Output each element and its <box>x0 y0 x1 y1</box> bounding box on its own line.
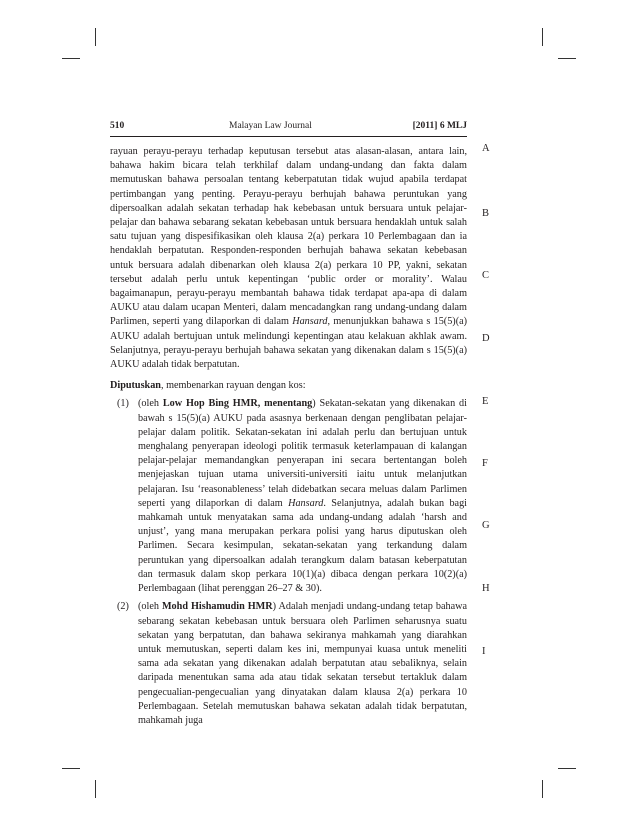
margin-letter-h: H <box>482 583 490 594</box>
header-rule <box>110 136 467 137</box>
margin-letter-e: E <box>482 396 489 407</box>
hansard-ref: Hansard <box>288 497 324 509</box>
decision-label: Diputuskan <box>110 380 161 392</box>
page-number: 510 <box>110 121 125 131</box>
margin-letter-c: C <box>482 270 490 281</box>
crop-mark <box>558 58 576 59</box>
holding-text: ) Adalah menjadi undang-undang tetap bahawa sebarang sekatan kebebasan untuk bersuara oleh Parlimen seharusnya suatu sekatan yang berpatutan, dan bahawa sekiranya mahkamah yang diarahkan untuk memutuskan, seperti dalam kes ini, mempunyai kuasa untuk meneliti sama ada sekatan yang dikenakan adalah berpatutan atau sebaliknya, selain daripada menentukan sama ada atau tidak sekatan tersebut tertakluk dalam pengecualian-pengecualian yang dinyatakan dalam klausa 2(a) perkara 10 Perlembagaan. Setelah memutuskan bahawa sekatan adalah tidak berpatutan, mahkamah juga <box>138 601 467 726</box>
holding-text: (oleh <box>138 601 162 613</box>
crop-mark <box>62 768 80 769</box>
journal-title: Malayan Law Journal <box>229 121 312 131</box>
holding-text: (oleh <box>138 398 163 410</box>
margin-letter-i: I <box>482 646 486 657</box>
decision-line <box>110 379 467 393</box>
holding-1 <box>110 397 467 596</box>
report-citation: [2011] 6 MLJ <box>412 121 467 131</box>
judge-name: Mohd Hishamudin HMR <box>161 601 273 613</box>
holding-number: (2) <box>117 601 129 613</box>
paragraph-text: , menunjukkan bahawa s 15(5)(a) AUKU adalah bertujuan untuk melindungi kepentingan atau kelakuan akhlak awam. Selanjutnya, perayu-perayu berhujah bahawa sekatan yang dikenakan dalam s 15(5)(a) AUKU adalah tidak berpatutan. <box>110 316 467 371</box>
running-header <box>110 121 467 137</box>
decision-text: , membenarkan rayuan dengan kos: <box>160 380 306 392</box>
margin-letter-g: G <box>482 520 490 531</box>
holding-text: . Selanjutnya, adalah bukan bagi mahkamah untuk menyatakan sama ada undang-undang adalah ‘harsh and unjust’, yang mana merupakan perkara polisi yang harus diputuskan oleh Parlimen. Secara kesimpulan, sekatan-sekatan yang terkandung dalam peruntukan yang dipersoalkan adalah terangkum dalam batasan keberpatutan dan termasuk dalam skop perkara 10(1)(a) dibaca dengan perkara 10(2)(a) Perlembagaan (lihat perenggan 26–27 & 30). <box>138 497 467 595</box>
margin-letter-f: F <box>482 458 488 469</box>
holding-text: ) Sekatan-sekatan yang dikenakan di bawah s 15(5)(a) AUKU pada asasnya berkenaan dengan penglibatan pelajar-pelajar dalam politik. Sekatan-sekatan ini adalah perlu dan bertujuan untuk menghalang penyerapan ideologi politik termasuk keterlampauan di kalangan pelajar-pelajar memandangkan penyerapan ini secara bertentangan boleh menjejaskan tujuan utama universiti-universiti iaitu untuk melanjutkan pelajaran. Isu ‘reasonableness’ telah didebatkan secara meluas dalam Parlimen seperti yang dilaporkan di dalam <box>138 398 467 509</box>
judge-name: Low Hop Bing HMR, menentang <box>162 398 313 410</box>
crop-mark <box>62 58 80 59</box>
margin-letter-a: A <box>482 143 490 154</box>
paragraph-text: rayuan perayu-perayu terhadap keputusan tersebut atas alasan-alasan, antara lain, bahawa hakim bicara telah terkhilaf dalam undang-undang dan fakta dalam memutuskan bahawa persoalan tentang keberpatutan tidak wujud apabila terdapat pertimbangan yang penting. Perayu-perayu berhujah bahawa peruntukan yang dipersoalkan adalah sekatan terhadap hak kebebasan untuk bersuara untuk pelajar-pelajar dan bahawa sebarang sekatan kebebasan untuk bersuara hendaklah untuk salah satu tujuan yang dispesifikasikan oleh klausa 2(a) perkara 10 Perlembagaan dan ia hendaklah berpatutan. Responden-responden berhujah bahawa sekatan kebebasan untuk bersuara adalah dibenarkan oleh klausa 2(a) perkara 10 PP, yakni, sekatan tersebut adalah perlu untuk kepentingan ‘public order or morality’. Walau bagaimanapun, perayu-perayu membantah bahawa tidak terdapat apa-apa di dalam AUKU atau dalam ucapan Menteri, dalam mencadangkan rang undang-undang dalam Parlimen, seperti yang dilaporkan di dalam <box>110 146 467 328</box>
crop-mark <box>558 768 576 769</box>
margin-letter-d: D <box>482 333 490 344</box>
hansard-ref: Hansard <box>292 316 328 328</box>
crop-mark <box>542 780 543 798</box>
crop-mark <box>95 780 96 798</box>
crop-mark <box>542 28 543 46</box>
summary-paragraph <box>110 145 467 372</box>
margin-letter-b: B <box>482 208 490 219</box>
holding-2 <box>110 600 467 728</box>
holding-number: (1) <box>117 398 129 410</box>
body-text <box>110 145 467 728</box>
crop-mark <box>95 28 96 46</box>
